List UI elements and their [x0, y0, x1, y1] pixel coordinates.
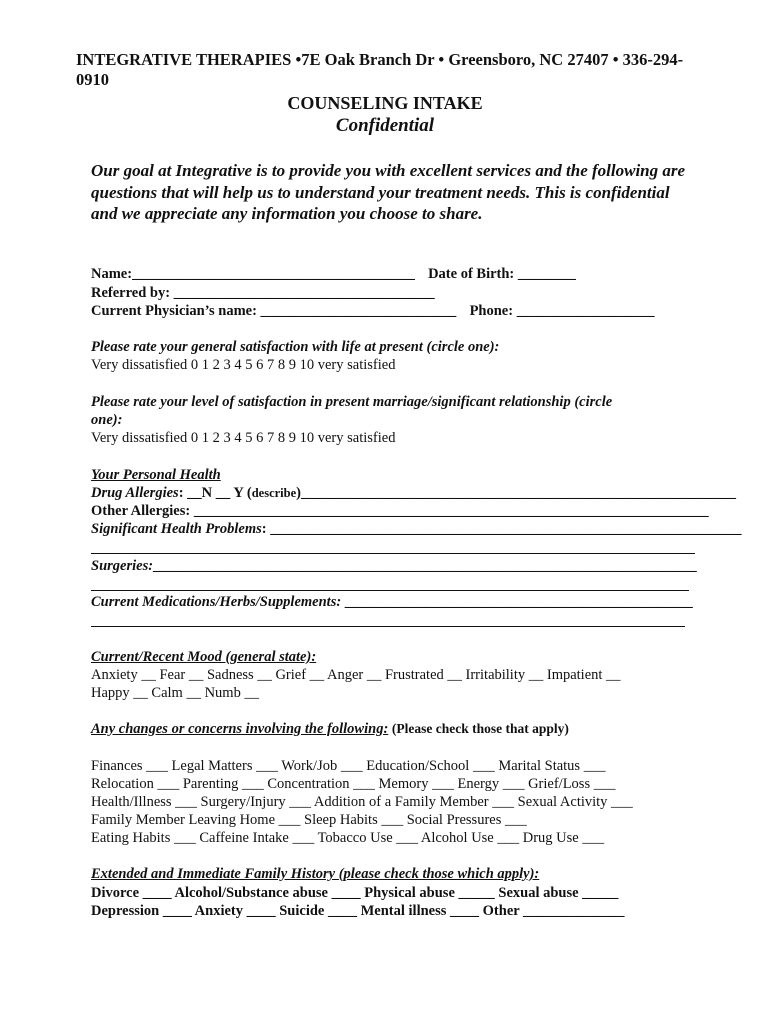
physician-field[interactable]: Current Physician’s name: ___________________________ [91, 303, 457, 319]
personal-health-heading: Your Personal Health [91, 467, 221, 483]
significant-health-field[interactable] [91, 520, 742, 538]
medications-field[interactable] [91, 593, 693, 611]
family-history-heading: Extended and Immediate Family History (please check those which apply): [91, 866, 540, 882]
medications-extra-line[interactable] [91, 626, 685, 627]
changes-note: (Please check those that apply) [391, 721, 569, 736]
surgeries-label: Surgeries: [91, 558, 154, 574]
changes-line-1[interactable]: Finances ___ Legal Matters ___ Work/Job ___ Education/School ___ Marital Status ___ [91, 758, 606, 774]
life-satisfaction-question: Please rate your general satisfaction with life at present (circle one): [91, 339, 500, 355]
intro-paragraph: Our goal at Integrative is to provide you with excellent services and the following are questions that will help us to understand your treatment needs. This is confidential and we appreciate any information you choose to share. [91, 161, 686, 223]
drug-allergies-options[interactable]: : __N __ Y ( [178, 485, 252, 501]
referred-by-field[interactable]: Referred by: ____________________________________ [91, 285, 435, 301]
family-history-line-1[interactable]: Divorce ____ Alcohol/Substance abuse ____ Physical abuse _____ Sexual abuse _____ [91, 885, 619, 901]
life-satisfaction-scale[interactable]: Very dissatisfied 0 1 2 3 4 5 6 7 8 9 10 very satisfied [91, 357, 396, 373]
significant-health-label: Significant Health Problems [91, 521, 262, 537]
dob-field[interactable]: Date of Birth: ________ [428, 266, 576, 282]
surgeries-extra-line[interactable] [91, 590, 689, 591]
surgeries-blank[interactable]: ___________________________________________________________________________ [153, 558, 697, 574]
contact-row-3 [91, 302, 654, 320]
phone-field[interactable]: Phone: ___________________ [469, 303, 655, 319]
medications-label: Current Medications/Herbs/Supplements: [91, 594, 342, 610]
mood-options-line-1[interactable]: Anxiety __ Fear __ Sadness __ Grief __ Anger __ Frustrated __ Irritability __ Impatient __ [91, 667, 621, 683]
family-history-line-2[interactable]: Depression ____ Anxiety ____ Suicide ____ Mental illness ____ Other ______________ [91, 903, 625, 919]
drug-allergies-label: Drug Allergies [91, 485, 179, 501]
form-title: COUNSELING INTAKE [287, 93, 483, 113]
changes-line-2[interactable]: Relocation ___ Parenting ___ Concentration ___ Memory ___ Energy ___ Grief/Loss ___ [91, 776, 616, 792]
relationship-satisfaction-question-cont: one): [91, 412, 123, 428]
other-allergies-field[interactable]: Other Allergies: _______________________________________________________________________ [91, 503, 709, 519]
drug-allergies-blank[interactable]: )____________________________________________________________ [296, 485, 736, 501]
significant-health-blank[interactable]: : _________________________________________________________________ [261, 521, 742, 537]
significant-health-extra-line[interactable] [91, 553, 695, 554]
changes-line-4[interactable]: Family Member Leaving Home ___ Sleep Habits ___ Social Pressures ___ [91, 812, 527, 828]
relationship-satisfaction-scale[interactable]: Very dissatisfied 0 1 2 3 4 5 6 7 8 9 10 very satisfied [91, 430, 396, 446]
changes-line-5[interactable]: Eating Habits ___ Caffeine Intake ___ Tobacco Use ___ Alcohol Use ___ Drug Use ___ [91, 830, 605, 846]
changes-heading: Any changes or concerns involving the following: [91, 721, 389, 737]
name-field[interactable]: Name:_______________________________________ [91, 266, 415, 282]
surgeries-field[interactable] [91, 557, 697, 575]
describe-label: describe [251, 486, 297, 500]
drug-allergies-field[interactable] [91, 484, 736, 502]
organization-header: INTEGRATIVE THERAPIES •7E Oak Branch Dr • Greensboro, NC 27407 • 336-294-0910 [76, 50, 684, 89]
changes-line-3[interactable]: Health/Illness ___ Surgery/Injury ___ Addition of a Family Member ___ Sexual Activity ___ [91, 794, 633, 810]
form-subtitle: Confidential [335, 115, 435, 136]
relationship-satisfaction-question: Please rate your level of satisfaction in present marriage/significant relationship (circle [91, 394, 613, 410]
mood-heading: Current/Recent Mood (general state): [91, 649, 317, 665]
changes-heading-row [91, 720, 569, 738]
medications-blank[interactable]: ________________________________________________ [341, 594, 693, 610]
contact-row-1 [91, 265, 576, 283]
mood-options-line-2[interactable]: Happy __ Calm __ Numb __ [91, 685, 259, 701]
